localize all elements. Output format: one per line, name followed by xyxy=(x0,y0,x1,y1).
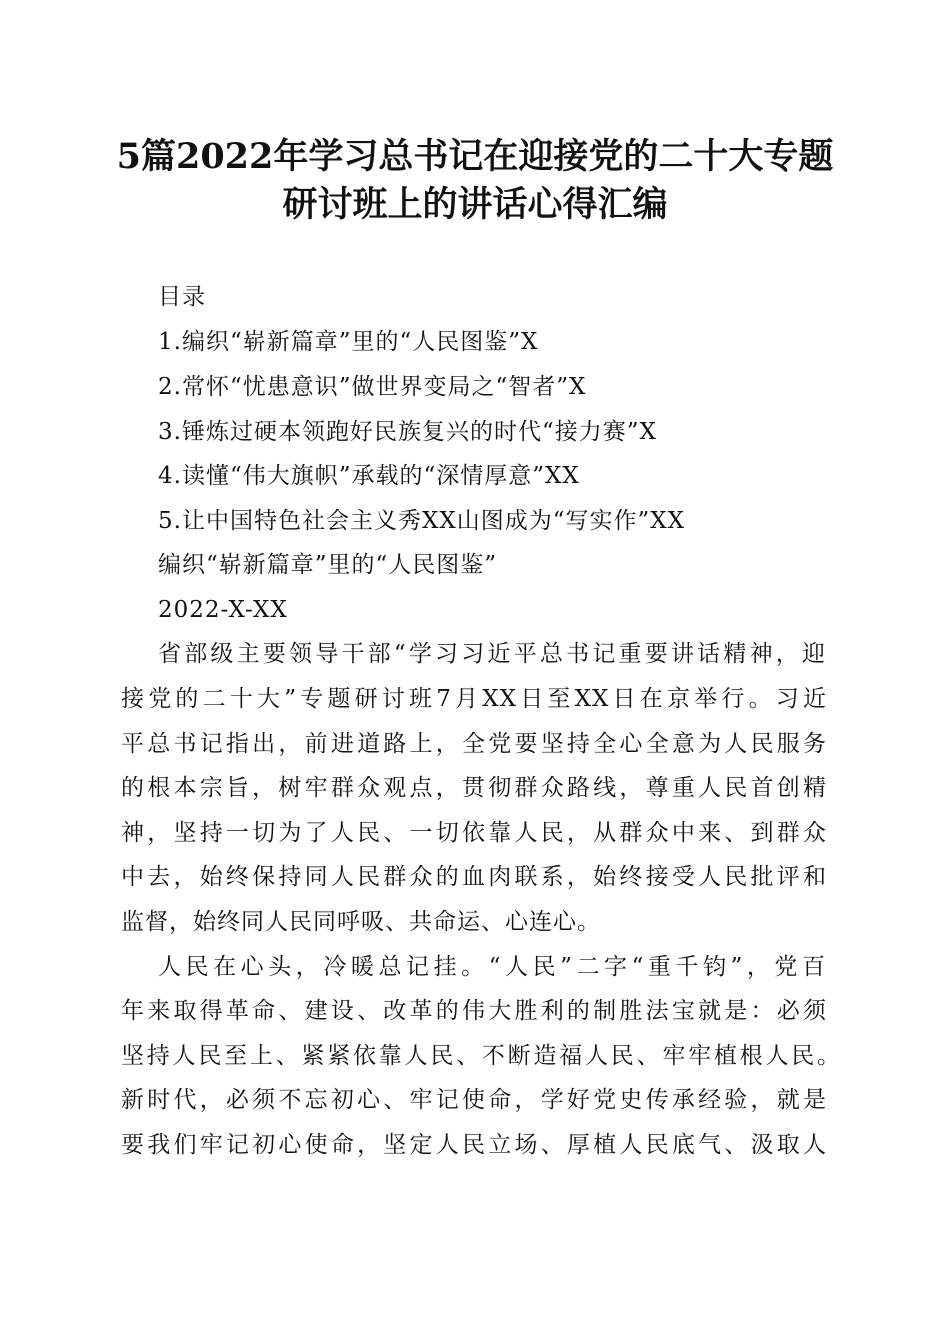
article-date: 2022-X-XX xyxy=(158,597,288,623)
paragraph-2-line: 要我们牢记初心使命，坚定人民立场、厚植人民底气、汲取人 xyxy=(121,1132,827,1158)
paragraph-1-line: 监督，始终同人民同呼吸、共命运、心连心。 xyxy=(121,909,601,935)
toc-item-2: 2.常怀“忧患意识”做世界变局之“智者”X xyxy=(158,374,587,400)
toc-item-3: 3.锤炼过硬本领跑好民族复兴的时代“接力赛”X xyxy=(158,419,657,445)
paragraph-1-line: 神，坚持一切为了人民、一切依靠人民，从群众中来、到群众 xyxy=(121,820,827,846)
paragraph-1-line: 接党的二十大”专题研讨班7月XX日至XX日在京举行。习近 xyxy=(121,686,827,712)
toc-item-5: 5.让中国特色社会主义秀XX山图成为“写实作”XX xyxy=(158,508,685,534)
article-title: 编织“崭新篇章”里的“人民图鉴” xyxy=(158,552,498,578)
toc-heading: 目录 xyxy=(158,284,206,310)
paragraph-2-line: 新时代，必须不忘初心、牢记使命，学好党史传承经验，就是 xyxy=(121,1087,827,1113)
paragraph-2-line: 坚持人民至上、紧紧依靠人民、不断造福人民、牢牢植根人民。 xyxy=(121,1043,841,1069)
toc-item-4: 4.读懂“伟大旗帜”承载的“深情厚意”XX xyxy=(158,463,580,489)
document-title-line-1: 5篇2022年学习总书记在迎接党的二十大专题 xyxy=(116,136,834,177)
paragraph-1-line: 平总书记指出，前进道路上，全党要坚持全心全意为人民服务 xyxy=(121,731,827,757)
paragraph-1-line: 中去，始终保持同人民群众的血肉联系，始终接受人民批评和 xyxy=(121,864,827,890)
paragraph-1-line: 的根本宗旨，树牢群众观点，贯彻群众路线，尊重人民首创精 xyxy=(121,775,827,801)
toc-item-1: 1.编织“崭新篇章”里的“人民图鉴”X xyxy=(158,329,539,355)
paragraph-2-line: 人民在心头，冷暖总记挂。“人民”二字“重千钧”，党百 xyxy=(158,954,826,980)
paragraph-1-line: 省部级主要领导干部“学习习近平总书记重要讲话精神，迎 xyxy=(158,641,826,667)
paragraph-2-line: 年来取得革命、建设、改革的伟大胜利的制胜法宝就是：必须 xyxy=(121,998,827,1024)
document-title-line-2: 研讨班上的讲话心得汇编 xyxy=(282,184,668,225)
